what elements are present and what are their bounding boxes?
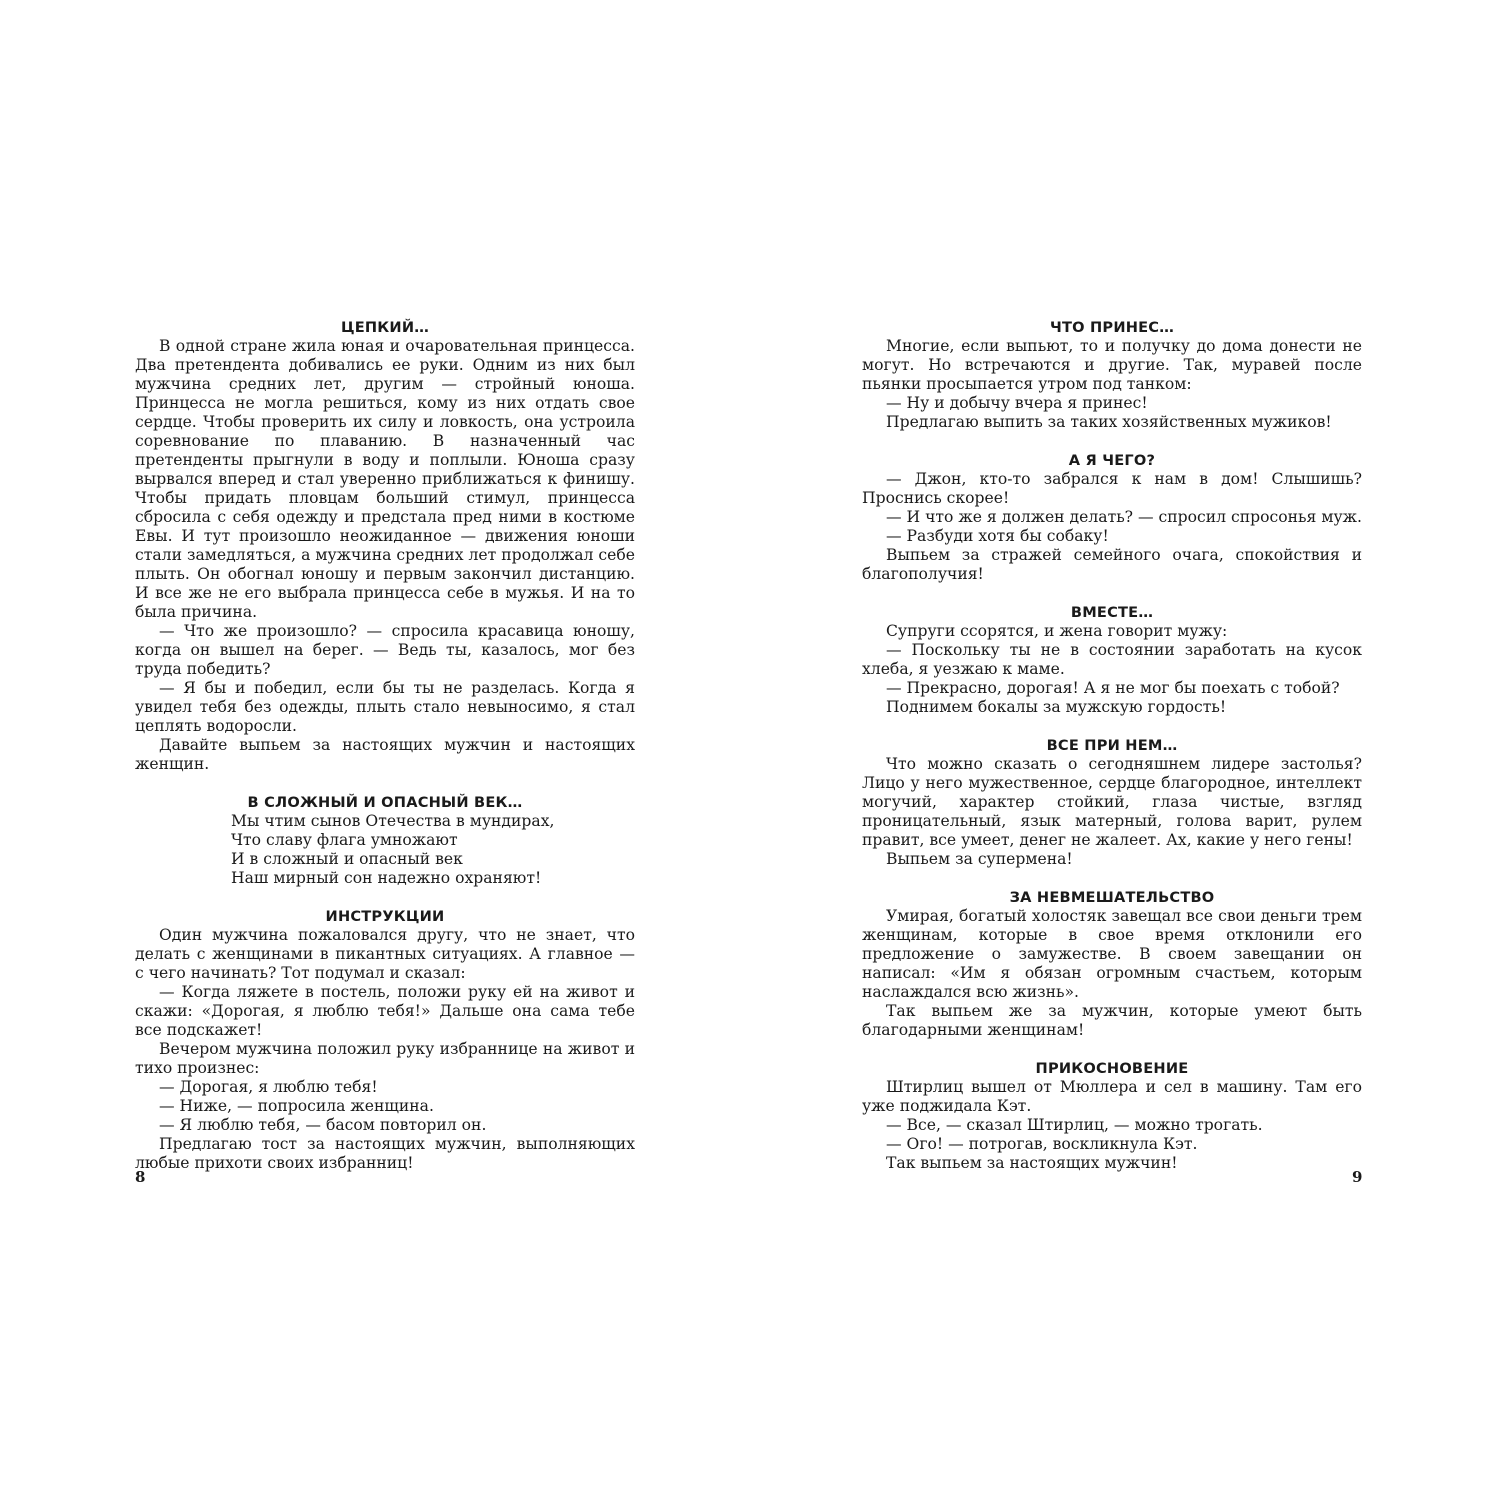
- paragraph: Супруги ссорятся, и жена говорит мужу:: [886, 622, 1228, 640]
- poem-line: Наш мирный сон надежно охраняют!: [231, 869, 542, 887]
- section-title: ПРИКОСНОВЕНИЕ: [1035, 1060, 1189, 1077]
- section: [135, 318, 635, 774]
- section: [862, 1059, 1362, 1173]
- paragraph: — Когда ляжете в постель, положи руку ей на живот и скажи: «Дорогая, я люблю тебя!» Дальше она сама тебе все подскажет!: [135, 983, 635, 1039]
- section-title: ЗА НЕВМЕШАТЕЛЬСТВО: [1009, 889, 1215, 906]
- paragraph: Что можно сказать о сегодняшнем лидере застолья? Лицо у него мужественное, сердце благородное, интеллект могучий, характер стойкий, глаза чистые, взгляд проницательный, язык матерный, голова варит, рулем правит, все умеет, денег не жалеет. Ах, какие у него гены!: [862, 755, 1362, 849]
- paragraph: — Я бы и победил, если бы ты не разделась. Когда я увидел тебя без одежды, плыть стало невыносимо, я стал цеплять водоросли.: [135, 679, 635, 735]
- section: [862, 736, 1362, 869]
- section-title: А Я ЧЕГО?: [1068, 452, 1156, 469]
- section-title: В СЛОЖНЫЙ И ОПАСНЫЙ ВЕК…: [247, 794, 523, 811]
- paragraph: — Разбуди хотя бы собаку!: [886, 527, 1109, 545]
- section-title: ВСЕ ПРИ НЕМ…: [1046, 737, 1178, 754]
- paragraph: — Дорогая, я люблю тебя!: [159, 1078, 378, 1096]
- page-number-right: 9: [1352, 1168, 1363, 1186]
- paragraph: Поднимем бокалы за мужскую гордость!: [886, 698, 1227, 716]
- section: [135, 793, 635, 888]
- paragraph: Штирлиц вышел от Мюллера и сел в машину. Там его уже поджидала Кэт.: [862, 1078, 1362, 1115]
- left-page: [135, 318, 635, 1173]
- paragraph: Предлагаю тост за настоящих мужчин, выполняющих любые прихоти своих избранниц!: [135, 1135, 635, 1172]
- paragraph: Предлагаю выпить за таких хозяйственных мужиков!: [886, 413, 1332, 431]
- section: [862, 318, 1362, 432]
- poem-line: И в сложный и опасный век: [231, 850, 463, 868]
- poem: [135, 812, 635, 888]
- section: [862, 603, 1362, 717]
- paragraph: — Ниже, — попросила женщина.: [159, 1097, 434, 1115]
- paragraph: В одной стране жила юная и очаровательная принцесса. Два претендента добивались ее руки. Одним из них был мужчина средних лет, другим — стройный юноша. Принцесса не могла решиться, кому из них отдать свое сердце. Чтобы проверить их силу и ловкость, она устроила соревнование по плаванию. В назначенный час претенденты прыгнули в воду и поплыли. Юноша сразу вырвался вперед и стал уверенно приближаться к финишу. Чтобы придать пловцам больший стимул, принцесса сбросила с себя одежду и предстала пред ними в костюме Евы. И тут произошло неожиданное — движения юноши стали замедляться, а мужчина средних лет продолжал себе плыть. Он обогнал юношу и первым закончил дистанцию. И все же не его выбрала принцесса себе в мужья. И на то была причина.: [135, 337, 635, 621]
- paragraph: — Джон, кто-то забрался к нам в дом! Слышишь? Проснись скорее!: [862, 470, 1362, 507]
- poem-line: Мы чтим сынов Отечества в мундирах,: [231, 812, 555, 830]
- section-title: ЦЕПКИЙ…: [340, 319, 430, 336]
- paragraph: — Прекрасно, дорогая! А я не мог бы поехать с тобой?: [886, 679, 1340, 697]
- paragraph: Так выпьем же за мужчин, которые умеют быть благодарными женщинам!: [862, 1002, 1362, 1039]
- paragraph: Вечером мужчина положил руку избраннице на живот и тихо произнес:: [135, 1040, 635, 1077]
- paragraph: Умирая, богатый холостяк завещал все свои деньги трем женщинам, которые в свое время отклонили его предложение о замужестве. В своем завещании он написал: «Им я обязан огромным счастьем, которым наслаждался всю жизнь».: [862, 907, 1362, 1001]
- paragraph: — Ого! — потрогав, воскликнула Кэт.: [886, 1135, 1198, 1153]
- section: [862, 451, 1362, 584]
- paragraph: — И что же я должен делать? — спросил спросонья муж.: [886, 508, 1362, 526]
- paragraph: Многие, если выпьют, то и получку до дома донести не могут. Но встречаются и другие. Так, муравей после пьянки просыпается утром под танком:: [862, 337, 1362, 393]
- right-page: [862, 318, 1362, 1173]
- poem-line: Что славу флага умножают: [231, 831, 458, 849]
- page-number-left: 8: [135, 1168, 146, 1186]
- section-title: ВМЕСТЕ…: [1070, 604, 1154, 621]
- paragraph: Так выпьем за настоящих мужчин!: [886, 1154, 1178, 1172]
- section: [135, 907, 635, 1173]
- paragraph: Выпьем за супермена!: [886, 850, 1073, 868]
- paragraph: Один мужчина пожаловался другу, что не знает, что делать с женщинами в пикантных ситуациях. А главное — с чего начинать? Тот подумал и сказал:: [135, 926, 635, 982]
- paragraph: Выпьем за стражей семейного очага, спокойствия и благополучия!: [862, 546, 1362, 583]
- section-title: ЧТО ПРИНЕС…: [1049, 319, 1175, 336]
- paragraph: — Все, — сказал Штирлиц, — можно трогать.: [886, 1116, 1263, 1134]
- paragraph: Давайте выпьем за настоящих мужчин и настоящих женщин.: [135, 736, 635, 773]
- section-title: ИНСТРУКЦИИ: [325, 908, 445, 925]
- paragraph: — Что же произошло? — спросила красавица юношу, когда он вышел на берег. — Ведь ты, казалось, мог без труда победить?: [135, 622, 635, 678]
- section: [862, 888, 1362, 1040]
- paragraph: — Поскольку ты не в состоянии заработать на кусок хлеба, я уезжаю к маме.: [862, 641, 1362, 678]
- paragraph: — Ну и добычу вчера я принес!: [886, 394, 1148, 412]
- paragraph: — Я люблю тебя, — басом повторил он.: [159, 1116, 487, 1134]
